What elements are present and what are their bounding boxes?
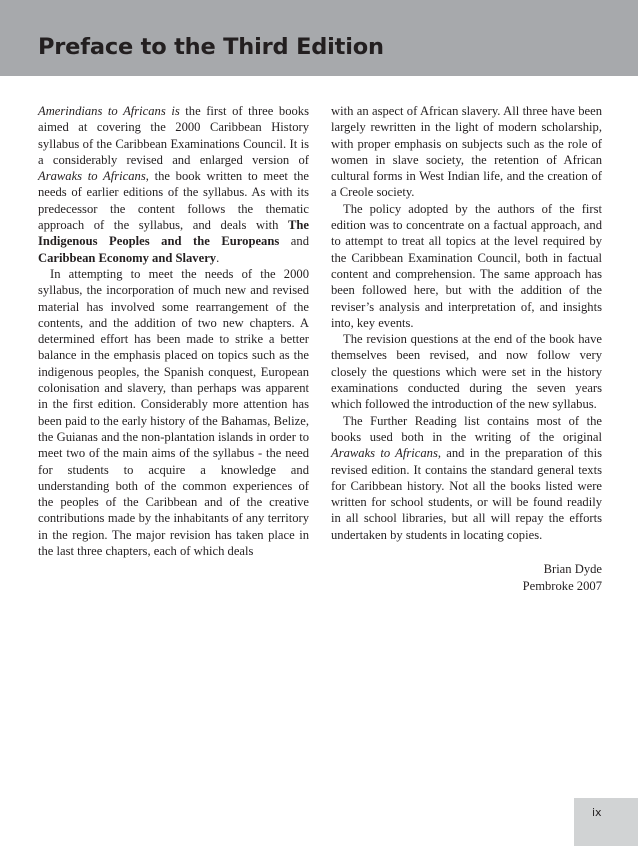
text-run: , and in the preparation of this revised edition. It contains the standard general texts for Caribbean history. Not all the books listed were written for school students, or will be found readily in all school libraries, but all will repay the efforts undertaken by students in locating copies. — [331, 446, 602, 542]
paragraph: with an aspect of African slavery. All three have been largely rewritten in the light of modern scholarship, with proper emphasis on subjects such as the role of women in slave society, the retention of African cultural forms in West Indian life, and the creation of a Creole society. — [331, 104, 602, 200]
book-title: Amerindians to Africans is — [38, 104, 180, 118]
signature-block — [331, 561, 602, 595]
text-run: The Further Reading list contains most of the books used both in the writing of the original — [331, 413, 602, 444]
book-title: Arawaks to Africans — [38, 169, 146, 184]
body-columns — [38, 103, 602, 595]
book-title: Arawaks to Africans — [331, 446, 438, 461]
paragraph — [331, 413, 602, 543]
page-number: ix — [592, 806, 602, 819]
text-run: . — [216, 250, 220, 265]
title-band — [0, 0, 638, 76]
left-column — [38, 103, 309, 595]
place-date: Pembroke 2007 — [522, 579, 602, 594]
text-run: and — [279, 234, 309, 249]
theme-title: Caribbean Economy and Slavery — [38, 250, 217, 265]
paragraph — [38, 103, 309, 266]
right-column — [331, 103, 602, 595]
text-run: the first of three books aimed at covering the 2000 Caribbean History syllabus of the Caribbean Examinations Council. It is a considerably revised and enlarged version of — [38, 104, 309, 167]
paragraph: The policy adopted by the authors of the first edition was to concentrate on a factual approach, and to attempt to treat all topics at the level required by the Caribbean Examination Council, both in factual content and comprehension. The same approach has been followed here, but with the addition of the reviser’s analysis and interpretation of, and insights into, key events. — [331, 201, 602, 330]
text-run: , the book written to meet the needs of earlier editions of the syllabus. As with its predecessor the content follows the thematic approach of the syllabus, and deals with — [38, 169, 309, 233]
paragraph: In attempting to meet the needs of the 2000 syllabus, the incorporation of much new and revised material has involved some rearrangement of the contents, and the addition of two new chapters. A determined effort has been made to strike a better balance in the emphasis placed on topics such as the indigenous peoples, the Spanish conquest, European colonisation and slavery, than perhaps was apparent in the first edition. Considerably more attention has been paid to the early history of the Bahamas, Belize, the Guianas and the non-plantation islands in order to meet two of the main aims of the syllabus - the need for students to acquire a knowledge and understanding both of the common experiences of the peoples of the Caribbean and of the creative contributions made by the inhabitants of any territory in the region. The major revision has taken place in the last three chapters, each of which deals — [38, 266, 309, 559]
paragraph: The revision questions at the end of the book have themselves been revised, and now follow very closely the questions which were set in the history examinations conducted during the seven years which followed the introduction of the new syllabus. — [331, 332, 602, 412]
author-name: Brian Dyde — [543, 562, 602, 577]
theme-title: The Indigenous Peoples and the Europeans — [38, 218, 309, 249]
page-number-tab — [574, 798, 638, 846]
page-title: Preface to the Third Edition — [38, 34, 384, 60]
